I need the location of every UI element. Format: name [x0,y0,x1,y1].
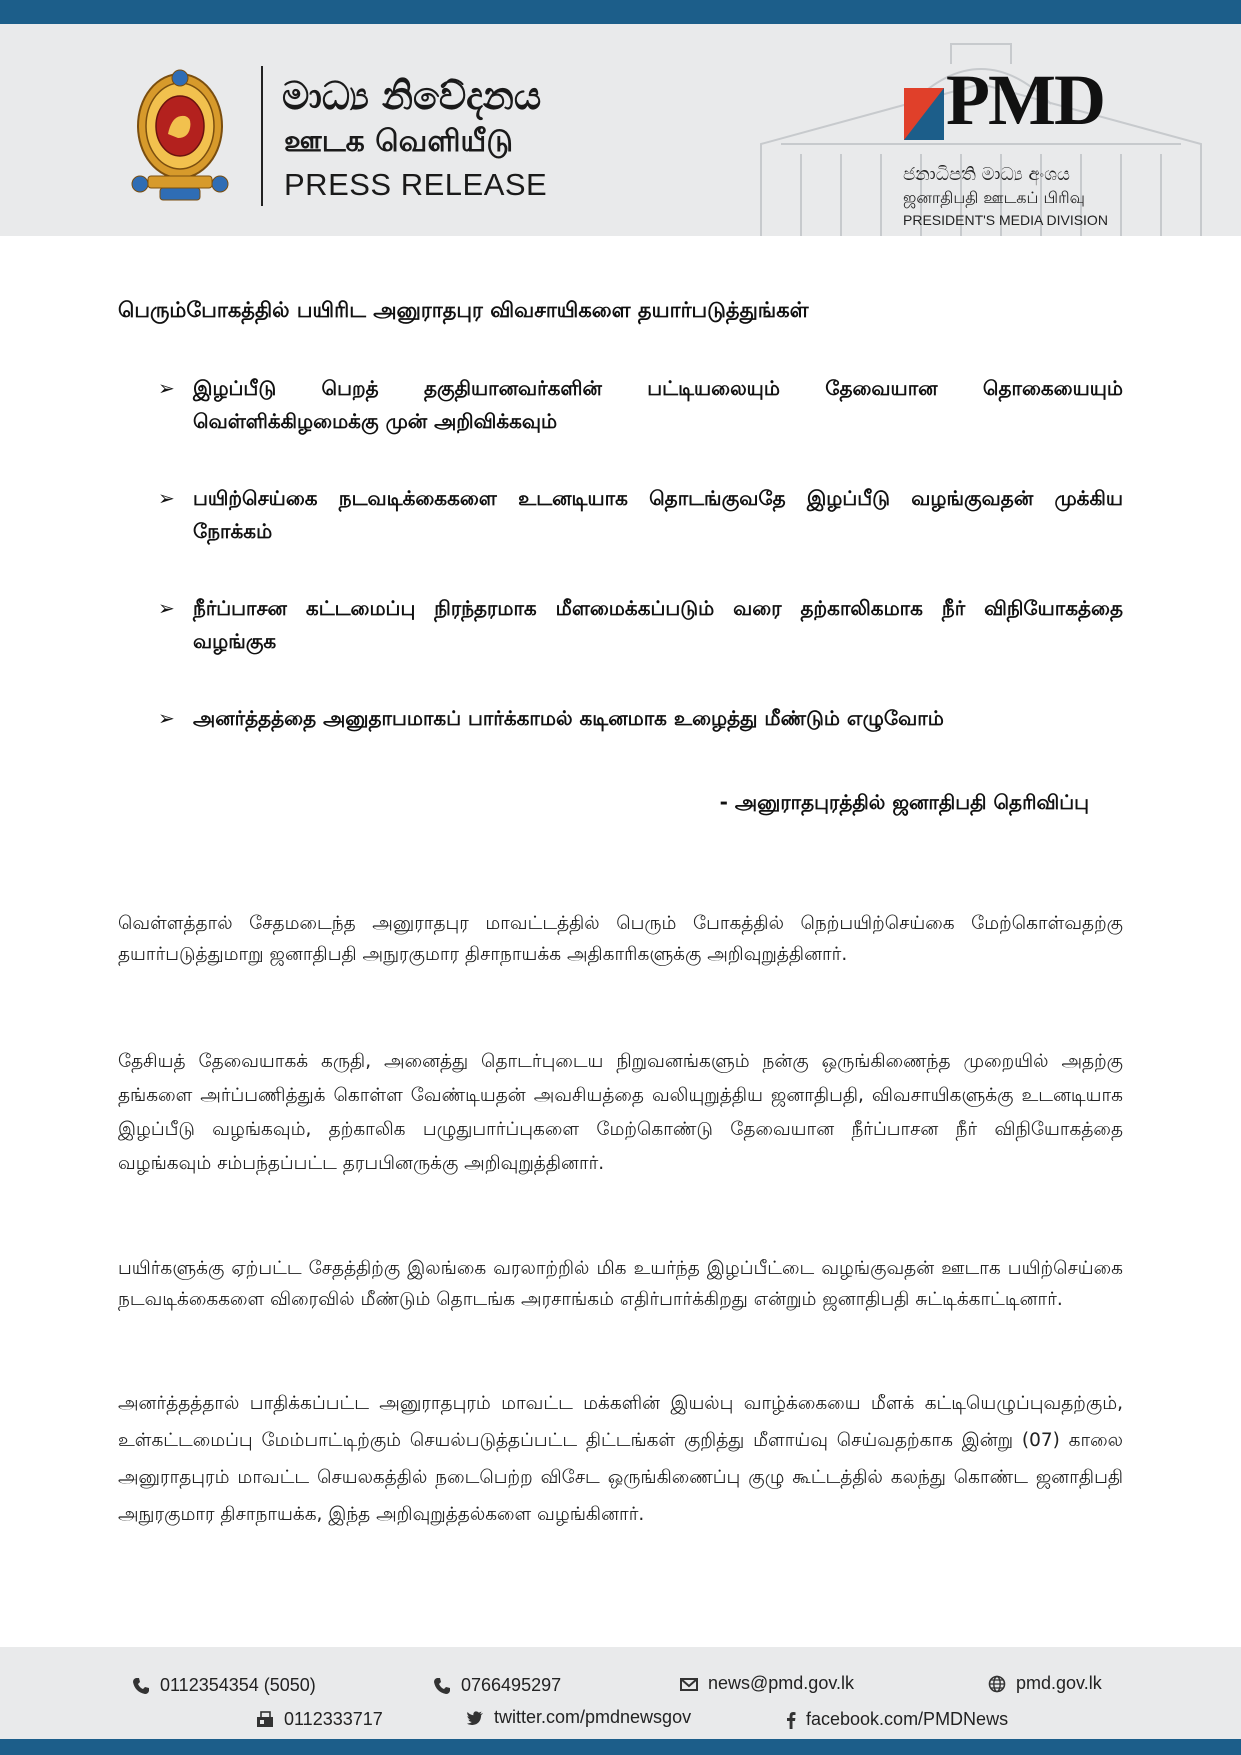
contact-phone-mobile[interactable] [433,1675,561,1696]
pmd-logo-text: PMD [946,60,1104,140]
top-accent-bar [0,0,1241,24]
phone-icon [433,1677,451,1695]
pmd-logo-mark-icon [904,88,944,140]
highlights-list [158,372,1123,735]
title-english: PRESS RELEASE [284,167,548,202]
pmd-name-tamil: ஜனாதிபதி ஊடகப் பிரிவு [903,188,1085,207]
arrow-bullet-icon: ➢ [158,486,175,510]
highlight-text: பயிற்செய்கை நடவடிக்கைகளை உடனடியாக தொடங்குவதே இழப்பீடு வழங்குவதன் முக்கிய நோக்கம் [193,486,1123,543]
body-paragraph: தேசியத் தேவையாகக் கருதி, அனைத்து தொடர்புடைய நிறுவனங்களும் நன்கு ஒருங்கிணைந்த முறையில் அதற்கு தங்களை அர்ப்பணித்துக் கொள்ள வேண்டியதன் அவசியத்தை வலியுறுத்திய ஜனாதிபதி, விவசாயிகளுக்கு உடனடியாக இழப்பீடு வழங்கவும், தற்காலிக பழுதுபார்ப்புகளை மேற்கொண்டு தேவையான நீர்ப்பாசன நீர் விநியோகத்தை வழங்கவும் சம்பந்தப்பட்ட தரபபினருக்கு அறிவுறுத்தினார். [118,1051,1123,1174]
email-text: news@pmd.gov.lk [708,1673,854,1693]
title-tamil: ஊடக வெளியீடு [284,124,513,159]
contact-website[interactable] [988,1673,1102,1694]
header-divider [261,66,263,206]
contact-footer [0,1647,1241,1739]
website-text: pmd.gov.lk [1016,1673,1102,1693]
contact-phone-primary[interactable] [132,1675,316,1696]
highlight-text: நீர்ப்பாசன கட்டமைப்பு நிரந்தரமாக மீளமைக்கப்படும் வரை தற்காலிகமாக நீர் விநியோகத்தை வழங்குக [193,596,1123,653]
highlight-item [158,482,1123,548]
twitter-bird-icon [466,1709,484,1727]
globe-icon [988,1675,1006,1693]
attribution: - அனுராதபுரத்தில் ஜனாதிபதி தெரிவிப்பு [719,790,1089,814]
contact-facebook[interactable] [786,1709,1008,1730]
facebook-icon [786,1711,796,1729]
contact-email[interactable] [680,1673,854,1694]
body-paragraph: அனர்த்தத்தால் பாதிக்கப்பட்ட அனுராதபுரம் மாவட்ட மக்களின் இயல்பு வாழ்க்கையை மீளக் கட்டியெழுப்புவதற்கும், உள்கட்டமைப்பு மேம்பாட்டிற்கும் செயல்படுத்தப்பட்ட திட்டங்கள் குறித்து மீளாய்வு செய்வதற்காக இன்று (07) காலை அனுராதபுரம் மாவட்ட செயலகத்தில் நடைபெற்ற விசேட ஒருங்கிணைப்பு குழு கூட்டத்தில் கலந்து கொண்ட ஜனாதிபதி அநுரகுமார திசாநாயக்க, இந்த அறிவுறுத்தல்களை வழங்கினார். [118,1393,1123,1525]
pmd-name-sinhala: ජනාධිපති මාධ්‍ය අංශය [903,164,1070,185]
highlight-item [158,702,1123,735]
phone-mobile-text: 0766495297 [461,1675,562,1695]
pmd-logo [904,60,1114,144]
phone-icon [132,1677,150,1695]
twitter-text: twitter.com/pmdnewsgov [494,1707,692,1727]
arrow-bullet-icon: ➢ [158,706,175,730]
bottom-accent-bar [0,1739,1241,1755]
body-paragraph: வெள்ளத்தால் சேதமடைந்த அனுராதபுர மாவட்டத்தில் பெரும் போகத்தில் நெற்பயிற்செய்கை மேற்கொள்வதற்கு தயார்படுத்துமாறு ஜனாதிபதி அநுரகுமார திசாநாயக்க அதிகாரிகளுக்கு அறிவுறுத்தினார். [118,913,1123,965]
contact-twitter[interactable] [466,1707,691,1728]
facebook-text: facebook.com/PMDNews [806,1709,1009,1729]
fax-icon [256,1711,274,1729]
envelope-icon [680,1675,698,1693]
phone-primary-text: 0112354354 (5050) [160,1675,316,1695]
body-paragraph: பயிர்களுக்கு ஏற்பட்ட சேதத்திற்கு இலங்கை வரலாற்றில் மிக உயர்ந்த இழப்பீட்டை வழங்குவதன் ஊடாக பயிற்செய்கை நடவடிக்கைகளை விரைவில் மீண்டும் தொடங்க அரசாங்கம் எதிர்பார்க்கிறது என்றும் ஜனாதிபதி சுட்டிக்காட்டினார். [118,1258,1123,1310]
highlight-item [158,372,1123,438]
arrow-bullet-icon: ➢ [158,376,175,400]
title-sinhala: මාධ්‍ය නිවේදනය [282,74,542,118]
arrow-bullet-icon: ➢ [158,596,175,620]
fax-text: 0112333717 [284,1709,383,1729]
highlight-item [158,592,1123,658]
sri-lanka-emblem-icon [130,64,230,204]
article-headline: பெரும்போகத்தில் பயிரிட அனுராதபுர விவசாயிகளை தயார்படுத்துங்கள் [118,298,809,322]
contact-fax[interactable] [256,1709,383,1730]
pmd-name-english: PRESIDENT'S MEDIA DIVISION [903,212,1108,228]
highlight-text: அனர்த்தத்தை அனுதாபமாகப் பார்க்காமல் கடினமாக உழைத்து மீண்டும் எழுவோம் [193,706,944,730]
press-release-header [0,24,1241,236]
highlight-text: இழப்பீடு பெறத் தகுதியானவர்களின் பட்டியலையும் தேவையான தொகையையும் வெள்ளிக்கிழமைக்கு முன் அறிவிக்கவும் [193,376,1123,433]
